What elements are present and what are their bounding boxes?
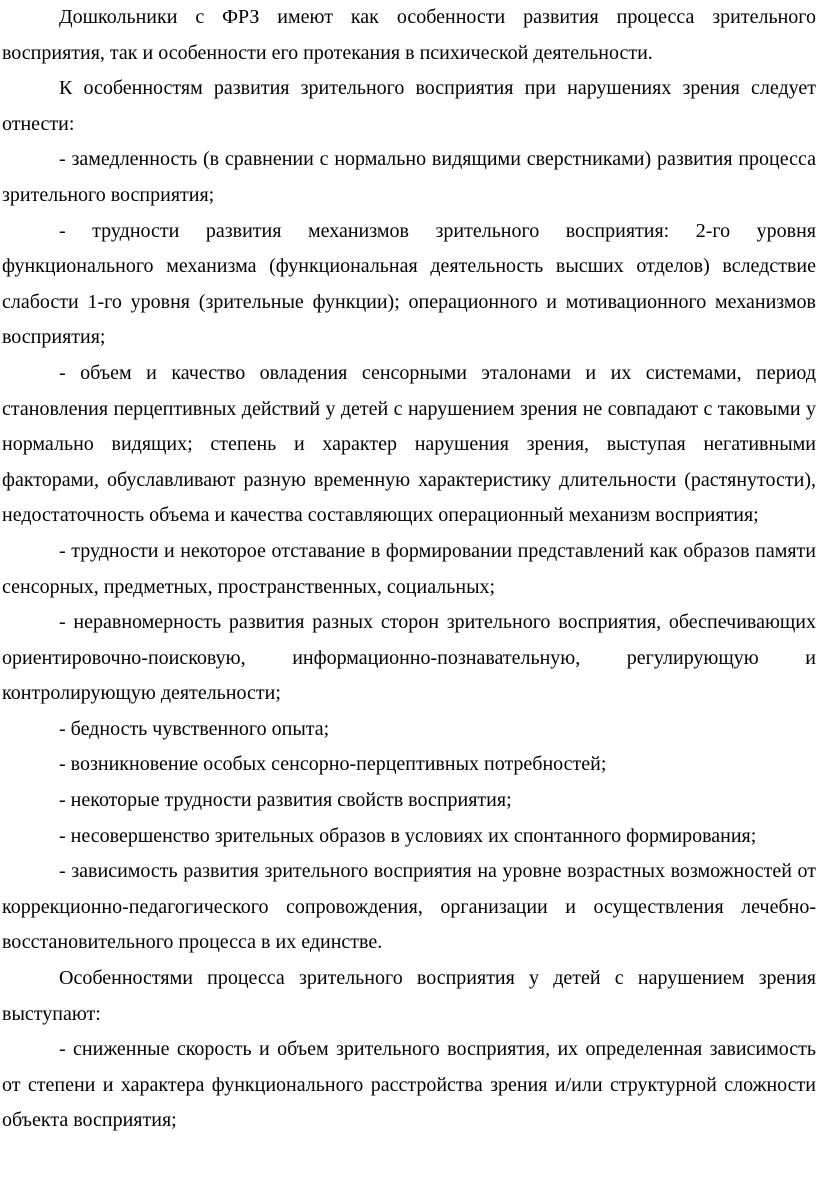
list-item: - бедность чувственного опыта;: [59, 717, 330, 740]
list-item: - трудности и некоторое отставание в формировании представлений как образов памяти сенсорных, предметных, пространственных, социальных;: [2, 539, 816, 598]
list-item: - возникновение особых сенсорно-перцептивных потребностей;: [59, 753, 607, 776]
list-item: - трудности развития механизмов зрительного восприятия: 2-го уровня функционального механизма (функциональная деятельность высших отделов) вследствие слабости 1-го уровня (зрительные функции); операционного и мотивационного механизмов восприятия;: [2, 219, 816, 349]
list-item: - сниженные скорость и объем зрительного восприятия, их определенная зависимость от степени и характера функционального расстройства зрения и/или структурной сложности объекта восприятия;: [2, 1038, 816, 1132]
list-item: - некоторые трудности развития свойств восприятия;: [59, 789, 512, 812]
list-item: - зависимость развития зрительного восприятия на уровне возрастных возможностей от коррекционно-педагогического сопровождения, организации и осуществления лечебно-восстановительного процесса в их единстве.: [2, 860, 816, 954]
list-item: - объем и качество овладения сенсорными эталонами и их системами, период становления перцептивных действий у детей с нарушением зрения не совпадают с таковыми у нормально видящих; степень и характер нарушения зрения, выступая негативными факторами, обуславливают разную временную характеристику длительности (растянутости), недостаточность объема и качества составляющих операционный механизм восприятия;: [2, 361, 816, 527]
paragraph-intro: Дошкольники с ФРЗ имеют как особенности развития процесса зрительного восприятия, так и особенности его протекания в психической деятельности.: [2, 6, 816, 64]
list-item: - неравномерность развития разных сторон зрительного восприятия, обеспечивающих ориентировочно-поисковую, информационно-познавательную, регулирующую и контролирующую деятельности;: [2, 611, 816, 705]
paragraph-process-heading: Особенностями процесса зрительного восприятия у детей с нарушением зрения выступают:: [2, 967, 816, 1025]
paragraph-features-heading: К особенностям развития зрительного восприятия при нарушениях зрения следует отнести:: [2, 77, 816, 135]
list-item: - замедленность (в сравнении с нормально видящими сверстниками) развития процесса зрительного восприятия;: [2, 148, 816, 206]
list-item: - несовершенство зрительных образов в условиях их спонтанного формирования;: [59, 824, 757, 847]
document-body: [2, 0, 816, 1139]
